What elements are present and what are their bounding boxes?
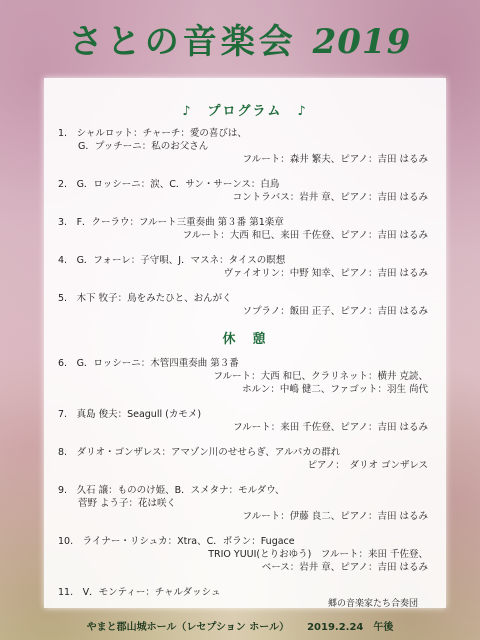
program-item-7-line-1: 7. 真島 俊夫：Seagull (カモメ) <box>58 409 202 420</box>
program-item-6-performers-2: ホルン：中嶋 健二、ファゴット：羽生 尚代 <box>242 384 428 395</box>
program-item-9-line-1: 9. 久石 譲：もののけ姫、B．スメタナ：モルダウ、 <box>58 485 285 496</box>
program-item-1-performers: フルート：森井 繁夫、ピアノ：吉田 はるみ <box>242 154 428 165</box>
intermission-heading: 休 憩 <box>222 332 268 347</box>
footer-venue: やまと郡山城ホール（レセプション ホール） <box>86 622 290 633</box>
organizer: 郷の音楽家たち合奏団 <box>327 599 418 609</box>
program-item-6-line-1: 6. G．ロッシーニ：木管四重奏曲 第３番 <box>58 358 239 369</box>
program-item-2-performers: コントラバス：岩井 章、ピアノ：吉田 はるみ <box>232 192 428 203</box>
program-item-1-line-2: G．プッチーニ：私のお父さん <box>78 141 209 152</box>
program-item-7-performers: フルート：来田 千佐登、ピアノ：吉田 はるみ <box>233 422 428 433</box>
program-item-4-performers: ヴァイオリン：中野 知幸、ピアノ：吉田 はるみ <box>223 268 428 279</box>
program-item-2-line-1: 2. G．ロッシーニ：涙、C．サン・サーンス：白鳥 <box>58 179 280 190</box>
program-item-10-performers-1: TRIO YUUI(とりおゆう) フルート：来田 千佐登、 <box>208 549 428 560</box>
program-item-10-performers-2: ベース：岩井 章、ピアノ：吉田 はるみ <box>261 562 428 573</box>
footer <box>0 618 480 633</box>
program-item-9-performers: フルート：伊藤 良二、ピアノ：吉田 はるみ <box>242 511 428 522</box>
footer-date: 2019.2.24 午後 <box>307 622 394 633</box>
program-item-5-performers: ソプラノ：飯田 正子、ピアノ：吉田 はるみ <box>242 306 428 317</box>
program-item-11-line-1: 11. V．モンティー：チャルダッシュ <box>58 587 221 598</box>
program-item-8-performers: ピアノ： ダリオ ゴンザレス <box>307 460 428 471</box>
program-item-8-line-1: 8. ダリオ・ゴンザレス：アマゾン川のせせらぎ、アルパカの群れ <box>58 447 341 458</box>
program-item-1-line-1: 1. シャルロット：チャーチ：愛の喜びは、 <box>58 128 247 139</box>
program-item-10-line-1: 10. ライナー・リシュカ：Xtra、C．ボラン：Fugace <box>58 536 295 547</box>
program-item-3-performers: フルート：大西 和巳、来田 千佐登、ピアノ：吉田 はるみ <box>182 230 428 241</box>
program-item-9-line-2: 菅野 よう子：花は咲く <box>78 498 177 509</box>
program-item-3-line-1: 3. F．クーラウ：フルート三重奏曲 第３番 第1楽章 <box>58 217 284 228</box>
program-panel <box>44 78 446 608</box>
program-item-6-performers-1: フルート：大西 和巳、クラリネット：横井 克読、 <box>213 371 428 382</box>
page-title: さとの音楽会 2019 <box>68 22 412 62</box>
program-heading: ♪ プログラム ♪ <box>182 104 308 119</box>
program-item-4-line-1: 4. G．フォーレ：子守唄、J．マスネ：タイスの瞑想 <box>58 255 286 266</box>
program-item-5-line-1: 5. 木下 牧子：鳥をみたひと、おんがく <box>58 293 232 304</box>
